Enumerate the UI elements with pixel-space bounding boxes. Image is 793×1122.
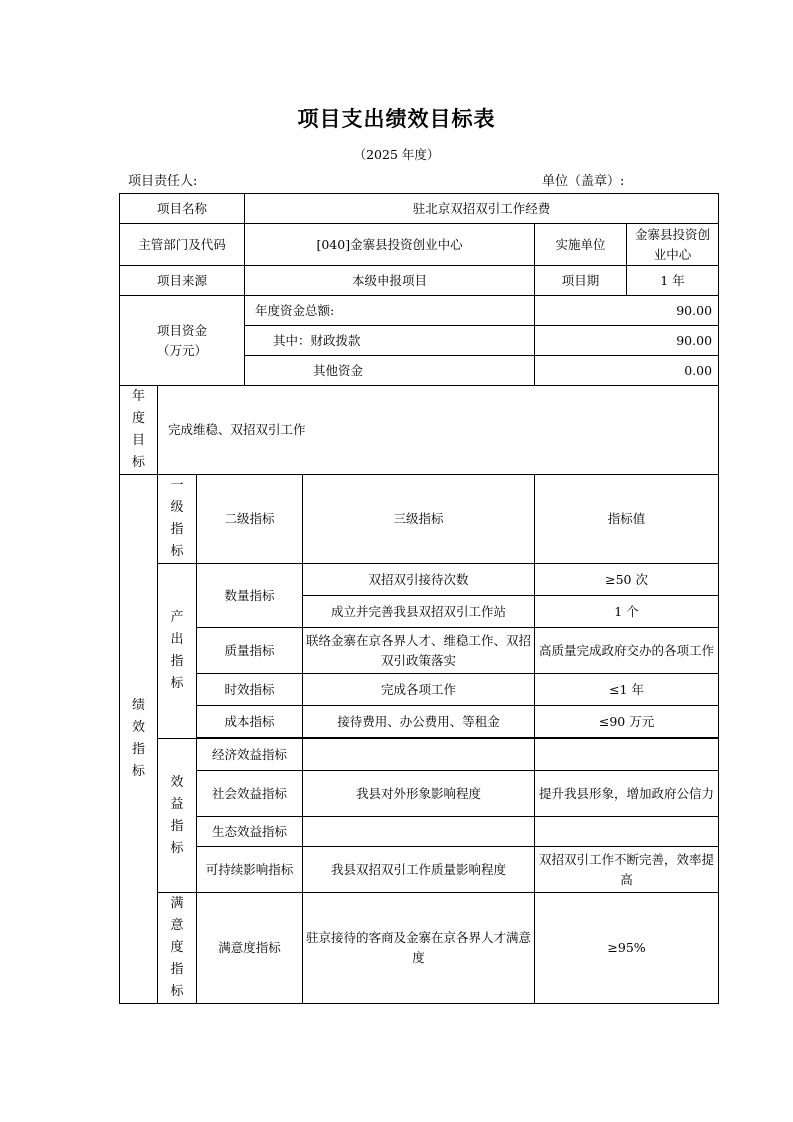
satisfaction-level2: 满意度指标 (197, 893, 303, 1004)
economic-benefit-level3 (303, 739, 535, 771)
total-funds-label: 年度资金总额: (245, 296, 535, 326)
economic-benefit-label: 经济效益指标 (197, 739, 303, 771)
satisfaction-indicator-label: 满意度指标 (158, 893, 197, 1004)
funds-label (120, 296, 245, 386)
dept-value: [040]金寨县投资创业中心 (245, 224, 535, 266)
economic-benefit-value (535, 739, 719, 771)
source-label: 项目来源 (120, 266, 245, 296)
year-label: （2025 年度） (353, 147, 440, 162)
annual-goal-value: 完成维稳、双招双引工作 (158, 386, 719, 475)
satisfaction-level3: 驻京接待的客商及金寨在京各界人才满意度 (303, 893, 535, 1004)
fiscal-funds-label: 其中：财政拨款 (245, 326, 535, 356)
period-label: 项目期 (535, 266, 627, 296)
social-benefit-value: 提升我县形象，增加政府公信力 (535, 771, 719, 817)
fiscal-funds-value: 90.00 (535, 326, 719, 356)
period-value: 1 年 (627, 266, 719, 296)
ecological-benefit-label: 生态效益指标 (197, 817, 303, 847)
timeliness-value: ≤1 年 (535, 674, 719, 706)
quality-indicator-label: 质量指标 (197, 628, 303, 674)
performance-target-table (119, 193, 719, 1004)
satisfaction-value: ≥95% (535, 893, 719, 1004)
quantity-r2-level3: 成立并完善我县双招双引工作站 (303, 596, 535, 628)
source-value: 本级申报项目 (245, 266, 535, 296)
header-value: 指标值 (535, 475, 719, 564)
social-benefit-level3: 我县对外形象影响程度 (303, 771, 535, 817)
quality-value: 高质量完成政府交办的各项工作 (535, 628, 719, 674)
sustainable-impact-label: 可持续影响指标 (197, 847, 303, 893)
ecological-benefit-level3 (303, 817, 535, 847)
annual-goal-label: 年度目标 (120, 386, 158, 475)
benefit-indicator-label: 效益指标 (158, 739, 197, 893)
quantity-r2-value: 1 个 (535, 596, 719, 628)
output-indicator-label: 产出指标 (158, 564, 197, 739)
total-funds-value: 90.00 (535, 296, 719, 326)
header-level1: 一级指标 (158, 475, 197, 564)
quantity-r1-value: ≥50 次 (535, 564, 719, 596)
timeliness-level3: 完成各项工作 (303, 674, 535, 706)
header-level2: 二级指标 (197, 475, 303, 564)
responsible-person-label: 项目责任人: (128, 174, 198, 189)
quantity-indicator-label: 数量指标 (197, 564, 303, 628)
funds-label-line1: 项目资金 (157, 322, 208, 338)
project-name-label: 项目名称 (120, 194, 245, 224)
impl-unit-value: 金寨县投资创业中心 (627, 224, 719, 266)
dept-label: 主管部门及代码 (120, 224, 245, 266)
other-funds-value: 0.00 (535, 356, 719, 386)
ecological-benefit-value (535, 817, 719, 847)
cost-indicator-label: 成本指标 (197, 706, 303, 738)
perf-indicator-label: 绩效指标 (120, 475, 158, 1004)
sustainable-impact-level3: 我县双招双引工作质量影响程度 (303, 847, 535, 893)
social-benefit-label: 社会效益指标 (197, 771, 303, 817)
timeliness-indicator-label: 时效指标 (197, 674, 303, 706)
header-level3: 三级指标 (303, 475, 535, 564)
cost-level3: 接待费用、办公费用、等租金 (303, 706, 535, 738)
sustainable-impact-value: 双招双引工作不断完善，效率提高 (535, 847, 719, 893)
quantity-r1-level3: 双招双引接待次数 (303, 564, 535, 596)
unit-seal-label: 单位（盖章）: (542, 174, 625, 189)
quality-level3: 联络金寨在京各界人才、维稳工作、双招双引政策落实 (303, 628, 535, 674)
impl-unit-label: 实施单位 (535, 224, 627, 266)
cost-value: ≤90 万元 (535, 706, 719, 738)
funds-label-line2: （万元） (157, 342, 208, 358)
other-funds-label: 其他资金 (245, 356, 535, 386)
project-name-value: 驻北京双招双引工作经费 (245, 194, 719, 224)
page-title: 项目支出绩效目标表 (297, 106, 496, 131)
